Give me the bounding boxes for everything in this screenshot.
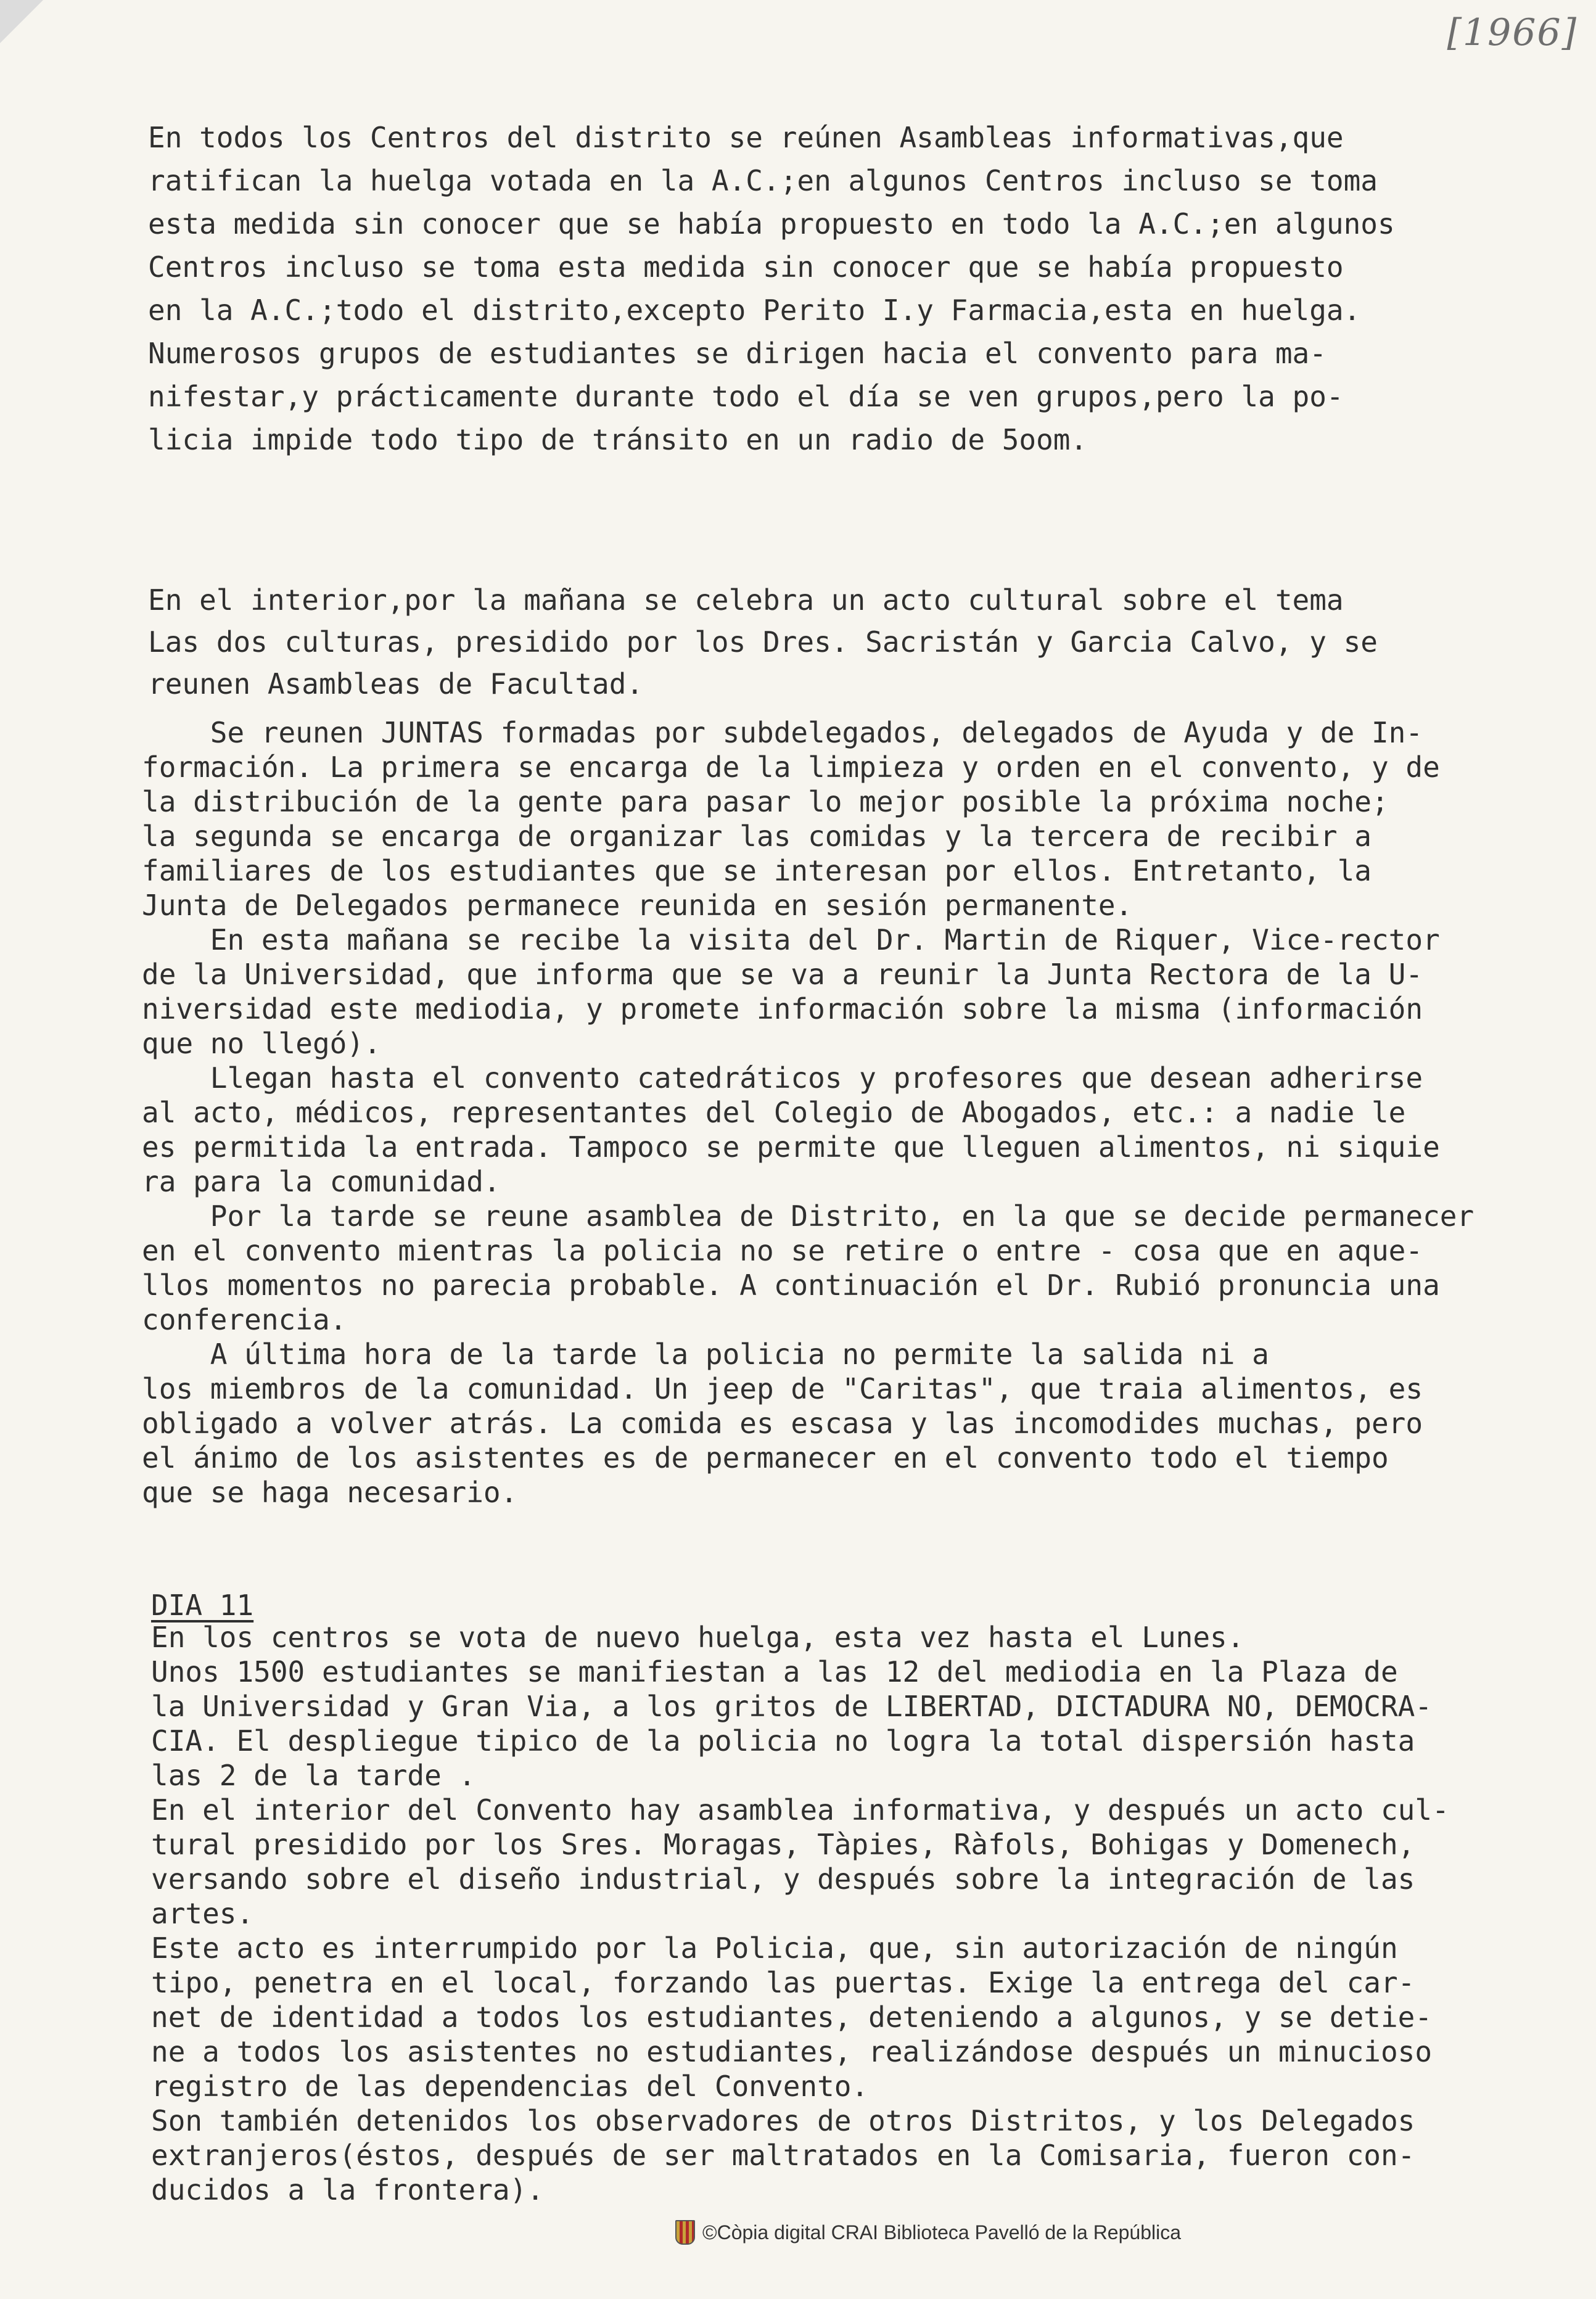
text-line: de la Universidad, que informa que se va a reunir la Junta Rectora de la U- xyxy=(142,958,1423,991)
text-line: la distribución de la gente para pasar lo mejor posible la próxima noche; xyxy=(142,785,1389,818)
text-line: extranjeros(éstos, después de ser maltratados en la Comisaria, fueron con- xyxy=(151,2139,1415,2172)
text-line: reunen Asambleas de Facultad. xyxy=(148,667,644,701)
text-line: ducidos a la frontera). xyxy=(151,2173,544,2206)
text-line: niversidad este mediodia, y promete información sobre la misma (información xyxy=(142,992,1423,1026)
text-line: Son también detenidos los observadores de otros Distritos, y los Delegados xyxy=(151,2104,1415,2137)
section-heading: DIA 11 xyxy=(151,1589,254,1622)
text-line: esta medida sin conocer que se había propuesto en todo la A.C.;en algunos xyxy=(148,207,1395,241)
library-crest-icon xyxy=(675,2220,695,2245)
text-line: Se reunen JUNTAS formadas por subdelegados, delegados de Ayuda y de In- xyxy=(142,716,1423,749)
text-line: conferencia. xyxy=(142,1303,347,1336)
text-line: Centros incluso se toma esta medida sin conocer que se había propuesto xyxy=(148,250,1344,284)
text-line: Este acto es interrumpido por la Policia, que, sin autorización de ningún xyxy=(151,1931,1398,1965)
text-line: que no llegó). xyxy=(142,1027,381,1060)
paragraph-1 xyxy=(148,123,1566,454)
text-line: net de identidad a todos los estudiantes, deteniendo a algunos, y se detie- xyxy=(151,2001,1433,2034)
text-line: las 2 de la tarde . xyxy=(151,1759,476,1792)
text-line: llos momentos no parecia probable. A continuación el Dr. Rubió pronuncia una xyxy=(142,1269,1440,1302)
text-line: En el interior,por la mañana se celebra un acto cultural sobre el tema xyxy=(148,583,1344,617)
text-line: licia impide todo tipo de tránsito en un radio de 5oom. xyxy=(148,423,1088,456)
text-line: formación. La primera se encarga de la limpieza y orden en el convento, y de xyxy=(142,751,1440,784)
text-line: En los centros se vota de nuevo huelga, esta vez hasta el Lunes. xyxy=(151,1621,1244,1654)
text-line: al acto, médicos, representantes del Colegio de Abogados, etc.: a nadie le xyxy=(142,1096,1406,1129)
text-line: artes. xyxy=(151,1897,254,1930)
year-annotation: [1966] xyxy=(1447,11,1577,54)
text-line: A última hora de la tarde la policia no permite la salida ni a xyxy=(142,1338,1269,1371)
footer-text: ©Còpia digital CRAI Biblioteca Pavelló de la República xyxy=(702,2221,1181,2243)
text-line: registro de las dependencias del Convento. xyxy=(151,2070,869,2103)
text-line: familiares de los estudiantes que se interesan por ellos. Entretanto, la xyxy=(142,854,1372,887)
paragraph-2 xyxy=(148,583,1566,701)
text-line: Por la tarde se reune asamblea de Distrito, en la que se decide permanecer xyxy=(142,1199,1475,1233)
text-line: Unos 1500 estudiantes se manifiestan a las 12 del mediodia en la Plaza de xyxy=(151,1655,1398,1688)
text-line: tural presidido por los Sres. Moragas, Tàpies, Ràfols, Bohigas y Domenech, xyxy=(151,1828,1415,1861)
text-line: versando sobre el diseño industrial, y después sobre la integración de las xyxy=(151,1862,1415,1896)
page-corner-fold xyxy=(0,0,43,43)
text-line: obligado a volver atrás. La comida es escasa y las incomodides muchas, pero xyxy=(142,1407,1423,1440)
text-line: Las dos culturas, presidido por los Dres. Sacristán y Garcia Calvo, y se xyxy=(148,625,1378,659)
text-line: ne a todos los asistentes no estudiantes, realizándose después un minucioso xyxy=(151,2035,1433,2068)
text-line: nifestar,y prácticamente durante todo el día se ven grupos,pero la po- xyxy=(148,380,1344,413)
text-line: En el interior del Convento hay asamblea informativa, y después un acto cul- xyxy=(151,1793,1449,1827)
text-line: la segunda se encarga de organizar las comidas y la tercera de recibir a xyxy=(142,820,1372,853)
text-line: En todos los Centros del distrito se reúnen Asambleas informativas,que xyxy=(148,121,1344,154)
text-line: En esta mañana se recibe la visita del Dr. Martin de Riquer, Vice-rector xyxy=(142,923,1440,956)
text-line: que se haga necesario. xyxy=(142,1476,518,1509)
digital-copy-footer xyxy=(675,2220,1181,2245)
text-line: Numerosos grupos de estudiantes se dirigen hacia el convento para ma- xyxy=(148,337,1327,370)
text-line: los miembros de la comunidad. Un jeep de "Caritas", que traia alimentos, es xyxy=(142,1372,1423,1405)
text-line: ra para la comunidad. xyxy=(142,1165,501,1198)
text-line: el ánimo de los asistentes es de permanecer en el convento todo el tiempo xyxy=(142,1441,1389,1474)
text-line: Llegan hasta el convento catedráticos y profesores que desean adherirse xyxy=(142,1061,1423,1095)
text-line: tipo, penetra en el local, forzando las puertas. Exige la entrega del car- xyxy=(151,1966,1415,1999)
text-line: en la A.C.;todo el distrito,excepto Perito I.y Farmacia,esta en huelga. xyxy=(148,294,1361,327)
text-line: la Universidad y Gran Via, a los gritos de LIBERTAD, DICTADURA NO, DEMOCRA- xyxy=(151,1690,1433,1723)
text-line: Junta de Delegados permanece reunida en sesión permanente. xyxy=(142,889,1133,922)
text-line: ratifican la huelga votada en la A.C.;en algunos Centros incluso se toma xyxy=(148,164,1378,197)
text-line: es permitida la entrada. Tampoco se permite que lleguen alimentos, ni siquie xyxy=(142,1130,1440,1164)
paragraph-3 xyxy=(142,718,1560,1507)
text-line: en el convento mientras la policia no se retire o entre - cosa que en aque- xyxy=(142,1234,1423,1267)
text-line: CIA. El despliegue tipico de la policia no logra la total dispersión hasta xyxy=(151,1724,1415,1758)
section-dia-11 xyxy=(151,1591,1569,2204)
